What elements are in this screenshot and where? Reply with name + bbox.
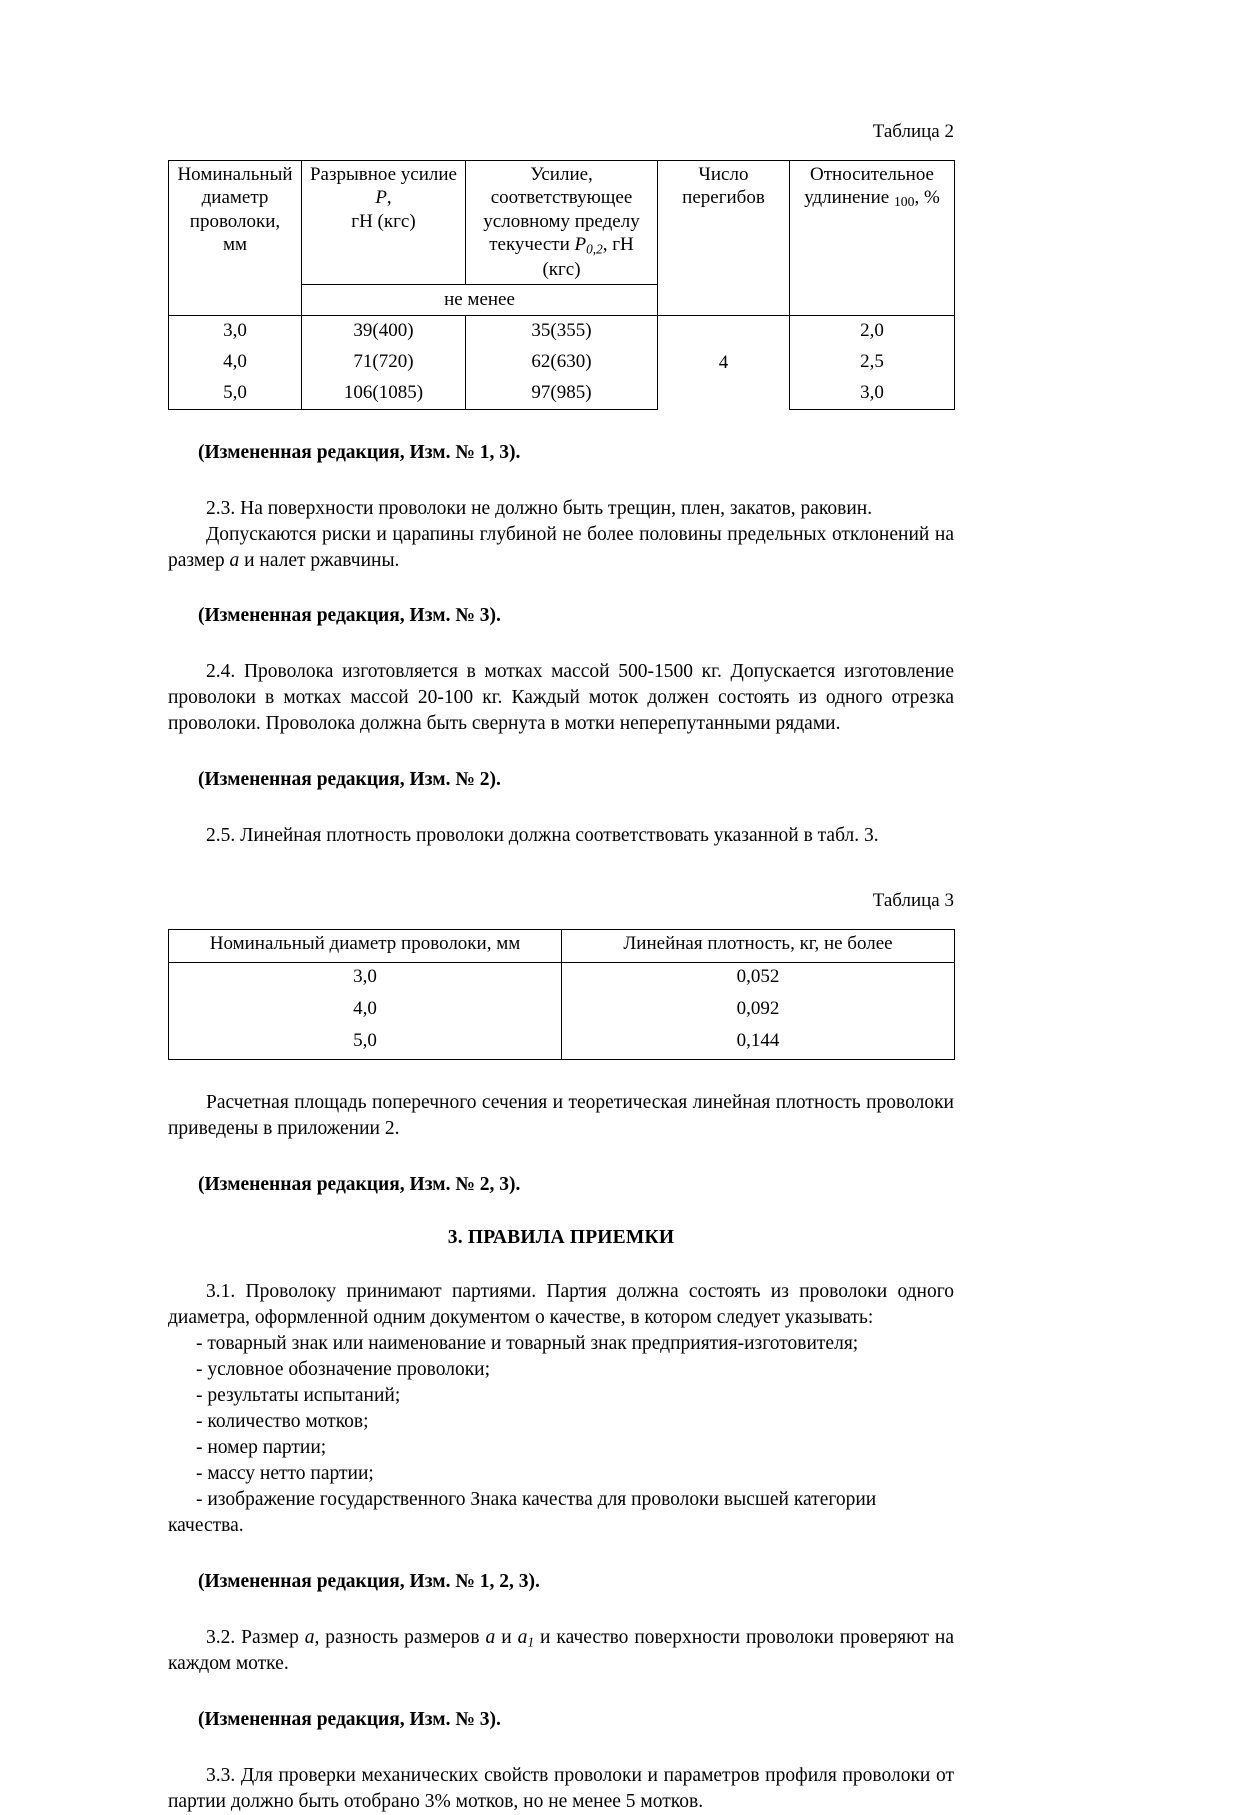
text-line: Номинальный: [177, 163, 293, 185]
paragraph-after-table3: Расчетная площадь поперечного сечения и теоретическая линейная плотность проволоки приведены в приложении 2.: [168, 1091, 954, 1139]
cell-elongation: 2,0: [790, 315, 955, 347]
text-run: , разность размеров: [314, 1626, 486, 1648]
text-line: удлинение: [804, 187, 894, 209]
cell-yield-force: 35(355): [466, 315, 658, 347]
list-item: - результаты испытаний;: [196, 1385, 401, 1407]
paragraph-2-3-line1: 2.3. На поверхности проволоки не должно быть трещин, плен, закатов, раковин.: [206, 497, 873, 519]
cell-bends: 4: [658, 315, 790, 409]
symbol-a: а: [485, 1626, 496, 1648]
paragraph-3-3: 3.3. Для проверки механических свойств проволоки и параметров профиля проволоки от партии должно быть отобрано 3% мотков, но не менее 5 мотков.: [168, 1765, 954, 1812]
text-line: мм: [222, 234, 248, 256]
table-row: [169, 378, 955, 410]
table2-caption: Таблица 2: [872, 121, 954, 142]
table2-header-row: [169, 160, 955, 284]
table2-spanner-label: не менее: [302, 284, 658, 315]
cell-yield-force: 62(630): [466, 347, 658, 378]
cell-diameter: 3,0: [169, 315, 302, 347]
list-item: - массу нетто партии;: [196, 1462, 374, 1484]
text-line: проволоки,: [189, 210, 281, 232]
cell-density: 0,052: [562, 962, 955, 995]
table-row: [169, 1027, 955, 1060]
subscript-1: 1: [527, 1634, 535, 1650]
list-item: - условное обозначение проволоки;: [196, 1359, 491, 1381]
text-line: перегибов: [682, 187, 765, 209]
table-row: [169, 995, 955, 1027]
subscript-02: 0,2: [586, 241, 603, 257]
table2-header-elongation: [790, 160, 955, 315]
table-row: [169, 347, 955, 378]
table2-header-bends: [658, 160, 790, 315]
paragraph-3-1: 3.1. Проволоку принимают партиями. Партия должна состоять из проволоки одного диаметра, оформленной одним документом о качестве, в котором следует указывать:: [168, 1281, 954, 1329]
table2-header-yield-force: [466, 160, 658, 284]
paragraph-2-5: 2.5. Линейная плотность проволоки должна соответствовать указанной в табл. 3.: [206, 825, 879, 847]
text-line: , гН: [602, 234, 634, 256]
table-row: [169, 315, 955, 347]
cell-density: 0,092: [562, 995, 955, 1027]
text-line: Число: [698, 163, 749, 185]
paragraph-2-4: 2.4. Проволока изготовляется в мотках массой 500-1500 кг. Допускается изготовление проволоки в мотках массой 20-100 кг. Каждый моток должен состоять из одного отрезка проволоки. Проволока должна быть свернута в мотки неперепутанными рядами.: [168, 661, 954, 735]
symbol-a: а: [304, 1626, 315, 1648]
table2-header-breaking-force: [302, 160, 466, 284]
text-line: соответствующее: [490, 187, 633, 209]
text-line: текучести: [489, 234, 575, 256]
table-2: [168, 160, 955, 410]
cell-elongation: 3,0: [790, 378, 955, 410]
list-item: - номер партии;: [196, 1437, 327, 1458]
paragraph-2-3-line2: [168, 522, 954, 574]
cell-yield-force: 97(985): [466, 378, 658, 410]
note-after-2-4: (Измененная редакция, Изм. № 2).: [198, 769, 501, 791]
list-item: - количество мотков;: [196, 1411, 369, 1433]
text-run: и: [495, 1626, 518, 1648]
cell-diameter: 4,0: [169, 347, 302, 378]
table3-header-row: [169, 929, 955, 962]
note-after-table2: (Измененная редакция, Изм. № 1, 3).: [198, 441, 521, 463]
symbol-P: P: [375, 187, 387, 209]
text-line: (кгс): [542, 259, 581, 281]
cell-diameter: 3,0: [169, 962, 562, 995]
symbol-P: P: [574, 234, 587, 256]
table3-header-density: Линейная плотность, кг, не более: [562, 929, 955, 962]
table2-header-diameter: [169, 160, 302, 315]
note-after-table3: (Измененная редакция, Изм. № 2, 3).: [198, 1173, 521, 1195]
text-line: Усилие,: [530, 163, 593, 185]
note-after-3-2: (Измененная редакция, Изм. № 3).: [198, 1709, 501, 1731]
table-row: [169, 962, 955, 995]
section-3-heading: 3. ПРАВИЛА ПРИЕМКИ: [447, 1227, 675, 1249]
text-line: , %: [914, 187, 940, 209]
text-run: Допускаются риски и царапины глубиной не более половины предельных отклонений на размер: [168, 523, 954, 571]
cell-breaking-force: 39(400): [302, 315, 466, 347]
text-line: диаметр: [201, 187, 269, 209]
text-run: и качество поверхности проволоки проверяют на каждом мотке.: [168, 1626, 955, 1675]
cell-diameter: 5,0: [169, 1027, 562, 1060]
cell-diameter: 4,0: [169, 995, 562, 1027]
cell-breaking-force: 71(720): [302, 347, 466, 378]
cell-breaking-force: 106(1085): [302, 378, 466, 410]
cell-density: 0,144: [562, 1027, 955, 1060]
text-line: Относительное: [810, 163, 934, 185]
note-after-2-3: (Измененная редакция, Изм. № 3).: [198, 605, 501, 627]
text-run: и налет ржавчины.: [239, 549, 400, 571]
symbol-a1: а: [517, 1626, 528, 1648]
text-line: ,: [386, 187, 392, 209]
text-line: гН (кгс): [351, 210, 416, 232]
note-after-3-1: (Измененная редакция, Изм. № 1, 2, 3).: [198, 1570, 540, 1592]
cell-diameter: 5,0: [169, 378, 302, 410]
table-3: [168, 929, 955, 1060]
text-line: условному пределу: [483, 210, 640, 232]
list-item: - товарный знак или наименование и товарный знак предприятия-изготовителя;: [196, 1333, 859, 1355]
subscript-100: 100: [893, 194, 915, 210]
table3-header-diameter: Номинальный диаметр проволоки, мм: [169, 929, 562, 962]
text-line: Разрывное усилие: [309, 163, 457, 185]
paragraph-3-2: [168, 1625, 954, 1677]
text-run: 3.2. Размер: [206, 1626, 305, 1648]
list-item: - изображение государственного Знака качества для проволоки высшей категории качества.: [168, 1488, 877, 1536]
page-content: [168, 120, 954, 1815]
table3-caption: Таблица 3: [872, 889, 954, 911]
cell-elongation: 2,5: [790, 347, 955, 378]
symbol-a: а: [229, 549, 240, 571]
